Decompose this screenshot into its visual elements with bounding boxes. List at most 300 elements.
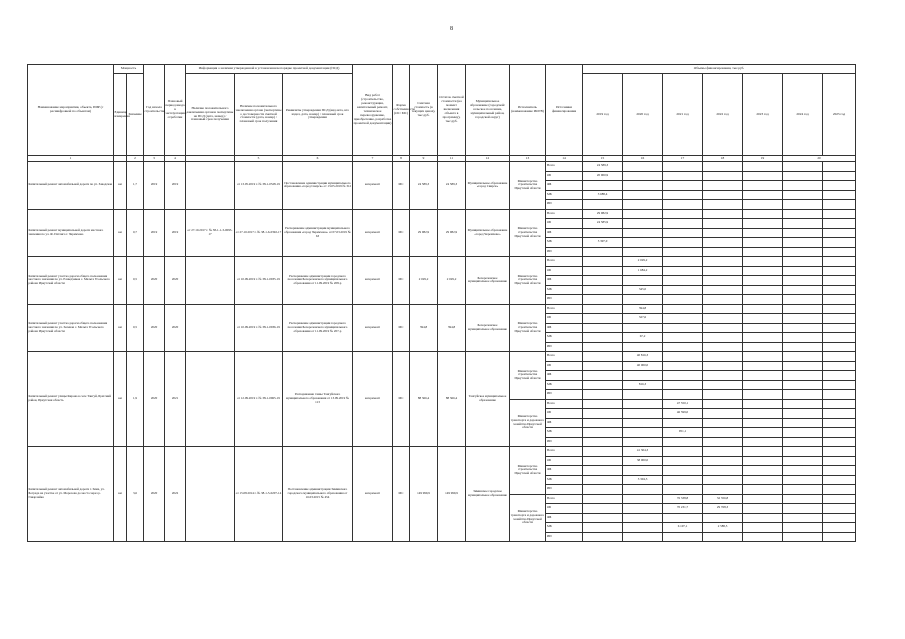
financing-value-2019: [583, 504, 623, 514]
financing-value-2020: [623, 494, 663, 504]
financing-value-2021: [663, 304, 703, 314]
remaining-cost: 394,8: [438, 304, 466, 352]
funding-source: Всего: [546, 447, 583, 457]
financing-value-2025: [823, 228, 856, 238]
financing-value-2020: [623, 209, 663, 219]
financing-value-2023: [743, 437, 783, 447]
expertise-conclusion: [186, 304, 235, 352]
financing-value-2022: [703, 200, 743, 210]
financing-value-2025: [823, 399, 856, 409]
executor: Министерство строительства Иркутской области: [510, 209, 546, 257]
funding-source: МБ: [546, 285, 583, 295]
header-financing: Объемы финансирования, тыс.руб.: [583, 65, 856, 74]
financing-value-2022: 2 588,5: [703, 523, 743, 533]
financing-value-2020: 38 000,0: [623, 456, 663, 466]
financing-value-2022: 32 356,8: [703, 494, 743, 504]
financing-value-2023: [743, 513, 783, 523]
financing-value-2023: [743, 257, 783, 267]
financing-value-2023: [743, 162, 783, 172]
financing-value-2025: [823, 494, 856, 504]
financing-value-2025: [823, 380, 856, 390]
financing-value-2023: [743, 209, 783, 219]
column-number: 4: [165, 156, 186, 162]
financing-value-2022: [703, 409, 743, 419]
financing-value-2021: [663, 247, 703, 257]
financing-value-2020: [623, 418, 663, 428]
financing-value-2024: [783, 285, 823, 295]
funding-source: МБ: [546, 238, 583, 248]
object-name: Капитальный ремонт автомобильной дороги по ул. Заводская: [28, 162, 114, 210]
financing-value-2024: [783, 428, 823, 438]
financing-value-2020: 40 000,0: [623, 361, 663, 371]
financing-value-2025: [823, 523, 856, 533]
financing-value-2023: [743, 504, 783, 514]
financing-value-2019: [583, 494, 623, 504]
financing-value-2019: [583, 475, 623, 485]
financing-value-2020: [623, 247, 663, 257]
funding-source: ФБ: [546, 228, 583, 238]
financing-value-2020: 1 684,2: [623, 266, 663, 276]
header-ownership: Форма собственности (ОС/ МС): [393, 65, 410, 156]
financing-value-2020: 327,6: [623, 314, 663, 324]
psd-approval: Распоряжение главы Тангуйского муниципального образования от 13.09.2019 № 113: [283, 352, 353, 447]
header-municipality: Муниципальное образование (городской/сельское поселение, муниципальный район, городской округ): [466, 65, 510, 156]
financing-value-2021: 47 550,1: [663, 399, 703, 409]
executor: Министерство транспорта и дорожного хозяйства Иркутской области: [510, 399, 546, 447]
financing-value-2022: [703, 371, 743, 381]
financing-value-2021: [663, 447, 703, 457]
financing-value-2019: [583, 247, 623, 257]
financing-value-2020: [623, 428, 663, 438]
ownership-form: МС: [393, 304, 410, 352]
executor: Министерство строительства Иркутской области: [510, 162, 546, 210]
financing-value-2021: [663, 285, 703, 295]
funding-source: ОБ: [546, 266, 583, 276]
financing-value-2025: [823, 466, 856, 476]
financing-value-2019: [583, 361, 623, 371]
financing-value-2022: [703, 513, 743, 523]
capacity-value: 0,5: [127, 257, 144, 305]
financing-value-2019: [583, 181, 623, 191]
financing-value-2024: [783, 523, 823, 533]
financing-value-2022: [703, 532, 743, 542]
financing-value-2021: [663, 361, 703, 371]
capacity-value: 3,6: [127, 447, 144, 542]
expertise-conclusion: [186, 257, 235, 305]
financing-value-2021: [663, 437, 703, 447]
column-number: 13: [510, 156, 546, 162]
capacity-value: 1,7: [127, 162, 144, 210]
financing-value-2019: [583, 304, 623, 314]
financing-value-2023: [743, 276, 783, 286]
financing-row: [28, 447, 856, 457]
financing-value-2019: [583, 276, 623, 286]
financing-value-2019: [583, 342, 623, 352]
financing-value-2023: [743, 228, 783, 238]
financing-value-2021: [663, 238, 703, 248]
table-body: [28, 162, 856, 542]
financing-value-2022: [703, 238, 743, 248]
financing-value-2019: [583, 409, 623, 419]
financing-value-2020: [623, 532, 663, 542]
financing-value-2024: [783, 181, 823, 191]
financing-value-2019: [583, 266, 623, 276]
financing-value-2023: [743, 200, 783, 210]
column-number: 20: [783, 156, 856, 162]
financing-value-2024: [783, 447, 823, 457]
financing-value-2025: [823, 200, 856, 210]
header-year-2021: 2021 год: [663, 74, 703, 156]
financing-value-2021: [663, 228, 703, 238]
column-number: 14: [546, 156, 583, 162]
financing-value-2025: [823, 314, 856, 324]
financing-value-2021: [663, 209, 703, 219]
financing-value-2019: [583, 485, 623, 495]
psd-approval: Распоряжение администрации муниципального образования «город Черемхово» от 07.03.2019 № 63: [283, 209, 353, 257]
financing-value-2021: [663, 276, 703, 286]
financing-value-2020: [623, 504, 663, 514]
financing-value-2025: [823, 295, 856, 305]
financing-value-2019: 24 589,3: [583, 162, 623, 172]
financing-value-2023: [743, 361, 783, 371]
financing-value-2024: [783, 437, 823, 447]
financing-value-2019: [583, 285, 623, 295]
funding-source: ФБ: [546, 181, 583, 191]
funding-source: Всего: [546, 162, 583, 172]
financing-value-2024: [783, 238, 823, 248]
funding-source: ОБ: [546, 456, 583, 466]
financing-value-2020: [623, 485, 663, 495]
funding-source: ОБ: [546, 314, 583, 324]
financing-value-2025: [823, 504, 856, 514]
planned-period: 2020: [165, 257, 186, 305]
financing-value-2021: [663, 181, 703, 191]
financing-value-2019: [583, 200, 623, 210]
financing-value-2023: [743, 428, 783, 438]
financing-value-2023: [743, 314, 783, 324]
financing-value-2022: [703, 190, 743, 200]
financing-value-2024: [783, 342, 823, 352]
financing-value-2019: [583, 323, 623, 333]
financing-value-2021: 70 231,7: [663, 504, 703, 514]
reliability-conclusion: от 27.10.2017 г. № 38-1-6-0392-17: [235, 209, 283, 257]
financing-value-2022: [703, 314, 743, 324]
column-number: 16: [623, 156, 663, 162]
header-psd-info: Информация о наличии утвержденной в установленном порядке проектной документации (ПСД): [186, 65, 353, 74]
municipality: Белореченское муниципальное образование: [466, 257, 510, 305]
estimated-cost: 24 589,3: [410, 162, 438, 210]
psd-approval: Постановление администрации Зиминского городского муниципального образования от 16.03.2015 № 454: [283, 447, 353, 542]
financing-value-2024: [783, 314, 823, 324]
financing-value-2021: [663, 323, 703, 333]
financing-value-2019: [583, 399, 623, 409]
financing-value-2025: [823, 437, 856, 447]
financing-value-2024: [783, 257, 823, 267]
financing-value-2021: [663, 475, 703, 485]
ownership-form: МС: [393, 352, 410, 447]
financing-value-2020: [623, 466, 663, 476]
header-year-2019: 2019 год: [583, 74, 623, 156]
column-number: 1: [28, 156, 114, 162]
financing-value-2021: [663, 342, 703, 352]
financing-value-2025: [823, 304, 856, 314]
financing-value-2022: [703, 171, 743, 181]
financing-value-2021: [663, 380, 703, 390]
column-number: 3: [144, 156, 165, 162]
executor: Министерство строительства Иркутской области: [510, 257, 546, 305]
funding-source: ИИ: [546, 485, 583, 495]
financing-value-2024: [783, 504, 823, 514]
header-year-2022: 2022 год: [703, 74, 743, 156]
financing-value-2023: [743, 494, 783, 504]
start-year: 2020: [144, 304, 165, 352]
financing-value-2021: [663, 485, 703, 495]
header-estimated-cost: Сметная стоимость (в текущих ценах), тыс.руб.: [410, 65, 438, 156]
financing-value-2020: [623, 523, 663, 533]
financing-value-2020: 3 304,3: [623, 475, 663, 485]
financing-value-2025: [823, 428, 856, 438]
financing-value-2022: [703, 219, 743, 229]
financing-value-2024: [783, 200, 823, 210]
funding-source: ИИ: [546, 295, 583, 305]
financing-value-2025: [823, 371, 856, 381]
funding-source: ФБ: [546, 418, 583, 428]
estimated-cost: 88 366,4: [410, 352, 438, 447]
funding-source: ФБ: [546, 323, 583, 333]
financing-value-2025: [823, 361, 856, 371]
financing-value-2023: [743, 266, 783, 276]
start-year: 2020: [144, 447, 165, 542]
column-number: 5: [235, 156, 283, 162]
header-name: Наименование мероприятия, объекта, ПИР (с расшифровкой по объектам): [28, 65, 114, 156]
financing-value-2021: [663, 295, 703, 305]
financing-value-2020: [623, 219, 663, 229]
start-year: 2020: [144, 352, 165, 447]
financing-value-2019: [583, 532, 623, 542]
financing-value-2023: [743, 171, 783, 181]
header-approval: Реквизиты утверждения ПСД (вид акта, кто издал, дата, номер) / плановый срок утверждения: [283, 74, 353, 156]
financing-value-2019: [583, 257, 623, 267]
financing-value-2025: [823, 390, 856, 400]
financing-value-2022: [703, 475, 743, 485]
financing-value-2024: [783, 409, 823, 419]
financing-value-2025: [823, 162, 856, 172]
financing-value-2021: [663, 390, 703, 400]
financing-value-2020: 345,0: [623, 285, 663, 295]
financing-value-2023: [743, 399, 783, 409]
financing-value-2021: [663, 200, 703, 210]
funding-source: Всего: [546, 257, 583, 267]
column-number: 15: [583, 156, 623, 162]
financing-value-2021: [663, 532, 703, 542]
funding-source: ОБ: [546, 361, 583, 371]
funding-source: ФБ: [546, 466, 583, 476]
financing-value-2025: [823, 447, 856, 457]
financing-value-2023: [743, 219, 783, 229]
financing-value-2025: [823, 323, 856, 333]
financing-value-2023: [743, 485, 783, 495]
financing-value-2021: [663, 266, 703, 276]
financing-value-2020: [623, 238, 663, 248]
remaining-cost: 24 589,3: [438, 162, 466, 210]
capacity-unit: км: [114, 304, 127, 352]
reliability-conclusion: от 13.05.2019 г. № 38-1-0528-19: [235, 162, 283, 210]
reliability-conclusion: от 10.09.2019 г. № 38-1-0935-19: [235, 257, 283, 305]
financing-value-2024: [783, 456, 823, 466]
object-name: Капитальный ремонт участка дороги общего пользования местного значения по ул. Разведчиков с. Мальта Усольского района Иркутской области: [28, 257, 114, 305]
financing-value-2019: [583, 314, 623, 324]
psd-approval: Постановление администрации муниципального образования «город Свирск» от 13.05.2019 № 312: [283, 162, 353, 210]
financing-value-2020: [623, 171, 663, 181]
financing-value-2020: [623, 371, 663, 381]
financing-value-2021: [663, 333, 703, 343]
column-number: 12: [466, 156, 510, 162]
financing-value-2021: 6 107,1: [663, 523, 703, 533]
start-year: 2019: [144, 162, 165, 210]
financing-value-2024: [783, 532, 823, 542]
financing-value-2022: [703, 257, 743, 267]
financing-value-2023: [743, 380, 783, 390]
financing-value-2021: [663, 190, 703, 200]
funding-source: ИИ: [546, 247, 583, 257]
financing-value-2022: [703, 209, 743, 219]
financing-value-2023: [743, 390, 783, 400]
funding-source: ИИ: [546, 532, 583, 542]
financing-value-2025: [823, 333, 856, 343]
funding-source: МБ: [546, 523, 583, 533]
financing-value-2019: 29 982,9: [583, 209, 623, 219]
financing-value-2023: [743, 295, 783, 305]
page-number: 8: [450, 26, 453, 32]
financing-value-2021: [663, 418, 703, 428]
financing-value-2024: [783, 418, 823, 428]
financing-value-2023: [743, 342, 783, 352]
column-number: 17: [663, 156, 703, 162]
ownership-form: МС: [393, 209, 410, 257]
financing-value-2024: [783, 162, 823, 172]
financing-value-2019: [583, 447, 623, 457]
work-type: кап.ремонт: [353, 304, 393, 352]
financing-value-2020: [623, 228, 663, 238]
financing-value-2024: [783, 333, 823, 343]
financing-value-2023: [743, 323, 783, 333]
financing-value-2024: [783, 247, 823, 257]
financing-value-2021: [663, 456, 703, 466]
financing-value-2020: [623, 399, 663, 409]
financing-value-2024: [783, 228, 823, 238]
psd-approval: Распоряжение администрации городского поселения Белореченского муниципального образования от 11.09.2019 № 208-р: [283, 257, 353, 305]
financing-value-2024: [783, 390, 823, 400]
financing-value-2022: [703, 247, 743, 257]
funding-source: Всего: [546, 494, 583, 504]
financing-value-2022: [703, 333, 743, 343]
funding-source: ФБ: [546, 371, 583, 381]
financing-value-2024: [783, 171, 823, 181]
financing-value-2020: 816,3: [623, 380, 663, 390]
municipality: Муниципальное образование «город Черемхово»: [466, 209, 510, 257]
municipality: Зиминское городское муниципальное образование: [466, 447, 510, 542]
financing-value-2022: [703, 295, 743, 305]
financing-value-2023: [743, 447, 783, 457]
financing-value-2021: [663, 171, 703, 181]
financing-value-2024: [783, 209, 823, 219]
financing-row: [28, 162, 856, 172]
financing-value-2020: 41 304,3: [623, 447, 663, 457]
financing-value-2023: [743, 532, 783, 542]
financing-value-2019: [583, 371, 623, 381]
financing-row: [28, 209, 856, 219]
financing-row: [28, 352, 856, 362]
funding-source: ОБ: [546, 409, 583, 419]
financing-value-2020: [623, 342, 663, 352]
remaining-cost: 29 982,9: [438, 209, 466, 257]
financing-value-2025: [823, 418, 856, 428]
funding-source: Всего: [546, 304, 583, 314]
financing-value-2022: [703, 276, 743, 286]
financing-value-2019: 5 397,0: [583, 238, 623, 248]
financing-value-2025: [823, 513, 856, 523]
financing-value-2023: [743, 247, 783, 257]
financing-value-2020: 40 816,3: [623, 352, 663, 362]
financing-value-2024: [783, 485, 823, 495]
column-number: 19: [743, 156, 783, 162]
estimated-cost: 149 999,9: [410, 447, 438, 542]
financing-value-2021: [663, 314, 703, 324]
planned-period: 2019: [165, 162, 186, 210]
financing-value-2019: [583, 456, 623, 466]
funding-source: ИИ: [546, 390, 583, 400]
object-name: Капитальный ремонт участка дороги общего пользования местного значения по ул. Зеленая с. Мальта Усольского района Иркутской области: [28, 304, 114, 352]
executor: Министерство строительства Иркутской области: [510, 447, 546, 495]
funding-source: МБ: [546, 428, 583, 438]
capacity-value: 0,7: [127, 209, 144, 257]
estimated-cost: 29 982,9: [410, 209, 438, 257]
funding-source: Всего: [546, 209, 583, 219]
financing-value-2025: [823, 257, 856, 267]
financing-value-2021: 46 599,0: [663, 409, 703, 419]
municipality: Тангуйское муниципальное образование: [466, 352, 510, 447]
financing-value-2025: [823, 190, 856, 200]
planned-period: 2019: [165, 209, 186, 257]
expertise-conclusion: [186, 352, 235, 447]
header-unit: Единица измерения: [114, 74, 127, 156]
header-sources: Источники финансирования: [546, 65, 583, 156]
financing-value-2020: [623, 295, 663, 305]
financing-value-2021: [663, 257, 703, 267]
financing-value-2019: [583, 418, 623, 428]
work-type: кап.ремонт: [353, 209, 393, 257]
header-value: Значение: [127, 74, 144, 156]
header-start-year: Год начала строительства: [144, 65, 165, 156]
capacity-value: 0,5: [127, 304, 144, 352]
financing-value-2022: [703, 447, 743, 457]
funding-source: Всего: [546, 352, 583, 362]
financing-value-2024: [783, 266, 823, 276]
financing-value-2024: [783, 475, 823, 485]
financing-value-2020: [623, 190, 663, 200]
header-capacity: Мощность: [114, 65, 144, 74]
financing-value-2019: [583, 380, 623, 390]
financing-value-2024: [783, 361, 823, 371]
column-number: 9: [410, 156, 438, 162]
financing-value-2023: [743, 418, 783, 428]
executor: Министерство строительства Иркутской области: [510, 304, 546, 352]
financing-value-2025: [823, 342, 856, 352]
capacity-value: 1,9: [127, 352, 144, 447]
financing-value-2019: 24 585,9: [583, 219, 623, 229]
reliability-conclusion: от 12.09.2019 г. № 38-1-0965-19: [235, 352, 283, 447]
financing-value-2021: [663, 371, 703, 381]
